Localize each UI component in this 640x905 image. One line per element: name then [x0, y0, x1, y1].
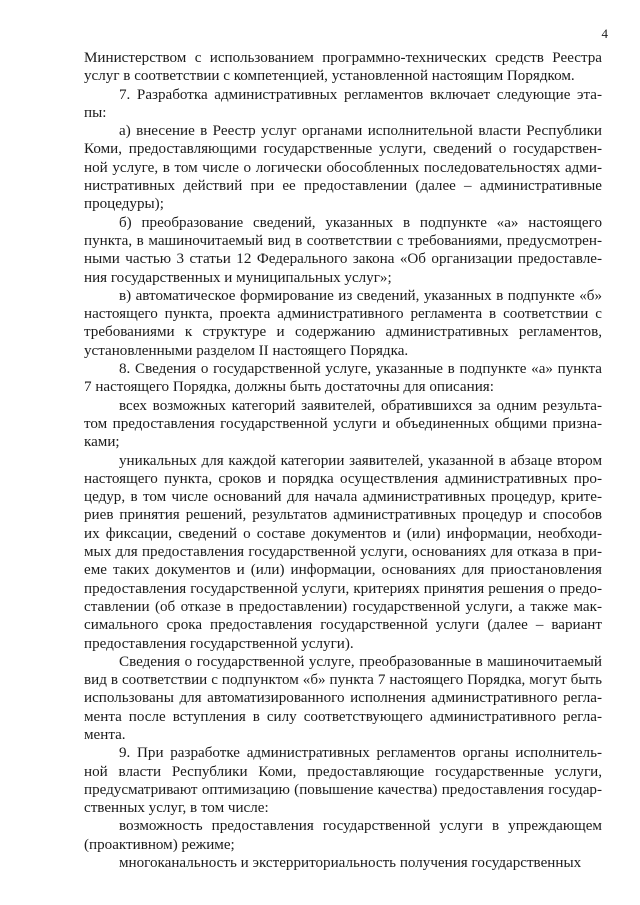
paragraph: многоканальность и экстерриториальность получения государственных [119, 855, 582, 872]
paragraph: Сведения о государственной услуге, преобразованные в машиночитаемый вид в соответствии с подпунктом «б» пункта 7 настоящего Порядка, могут быть использованы для автоматизированного исполнения административного регламента после вступления в силу соответствующего административного регламента. [84, 653, 602, 743]
page-number: 4 [601, 26, 608, 41]
paragraph: возможность предоставления государственной услуги в упреждающем (проактивном) режиме; [84, 818, 602, 853]
paragraph: а) внесение в Реестр услуг органами исполнительной власти Республики Коми, предоставляющими государственные услуги, сведений о государственной услуге, в том числе о логически обособленных последовательностях административных действий при ее предоставлении (далее – административные процедуры); [84, 123, 602, 213]
paragraph: Министерством с использованием программно-технических средств Реестра услуг в соответствии с компетенцией, установленной настоящим Порядком. [84, 50, 602, 85]
paragraph: 8. Сведения о государственной услуге, указанные в подпункте «а» пункта 7 настоящего Порядка, должны быть достаточны для описания: [84, 361, 602, 396]
paragraph: в) автоматическое формирование из сведений, указанных в подпункте «б» настоящего пункта, проекта административного регламента в соответствии с требованиями к структуре и содержанию административных регламентов, установленными разделом II настоящего Порядка. [84, 287, 602, 359]
paragraph: 9. При разработке административных регламентов органы исполнительной власти Республики Коми, предоставляющие государственные услуги, предусматривают оптимизацию (повышение качества) предоставления государственных услуг, в том числе: [84, 745, 602, 817]
paragraph: б) преобразование сведений, указанных в подпункте «а» настоящего пункта, в машиночитаемый вид в соответствии с требованиями, предусмотренными частью 3 статьи 12 Федерального закона «Об организации предоставления государственных и муниципальных услуг»; [84, 214, 602, 286]
paragraph: уникальных для каждой категории заявителей, указанной в абзаце втором настоящего пункта, сроков и порядка осуществления административных процедур, в том числе оснований для начала административных процедур, критериев принятия решений, результатов административных процедур и способов их фиксации, сведений о составе документов и (или) информации, необходимых для предоставления государственной услуги, основаниях для отказа в приеме таких документов и (или) информации, основаниях для приостановления предоставления государственной услуги, критериях принятия решения о предоставлении (об отказе в предоставлении) государственной услуги, а также максимального срока предоставления государственной услуги (далее – вариант предоставления государственной услуги). [84, 452, 602, 652]
paragraph: всех возможных категорий заявителей, обратившихся за одним результатом предоставления государственной услуги и объединенных общими признаками; [84, 397, 602, 451]
body-text [84, 49, 602, 872]
paragraph: 7. Разработка административных регламентов включает следующие этапы: [84, 86, 602, 121]
